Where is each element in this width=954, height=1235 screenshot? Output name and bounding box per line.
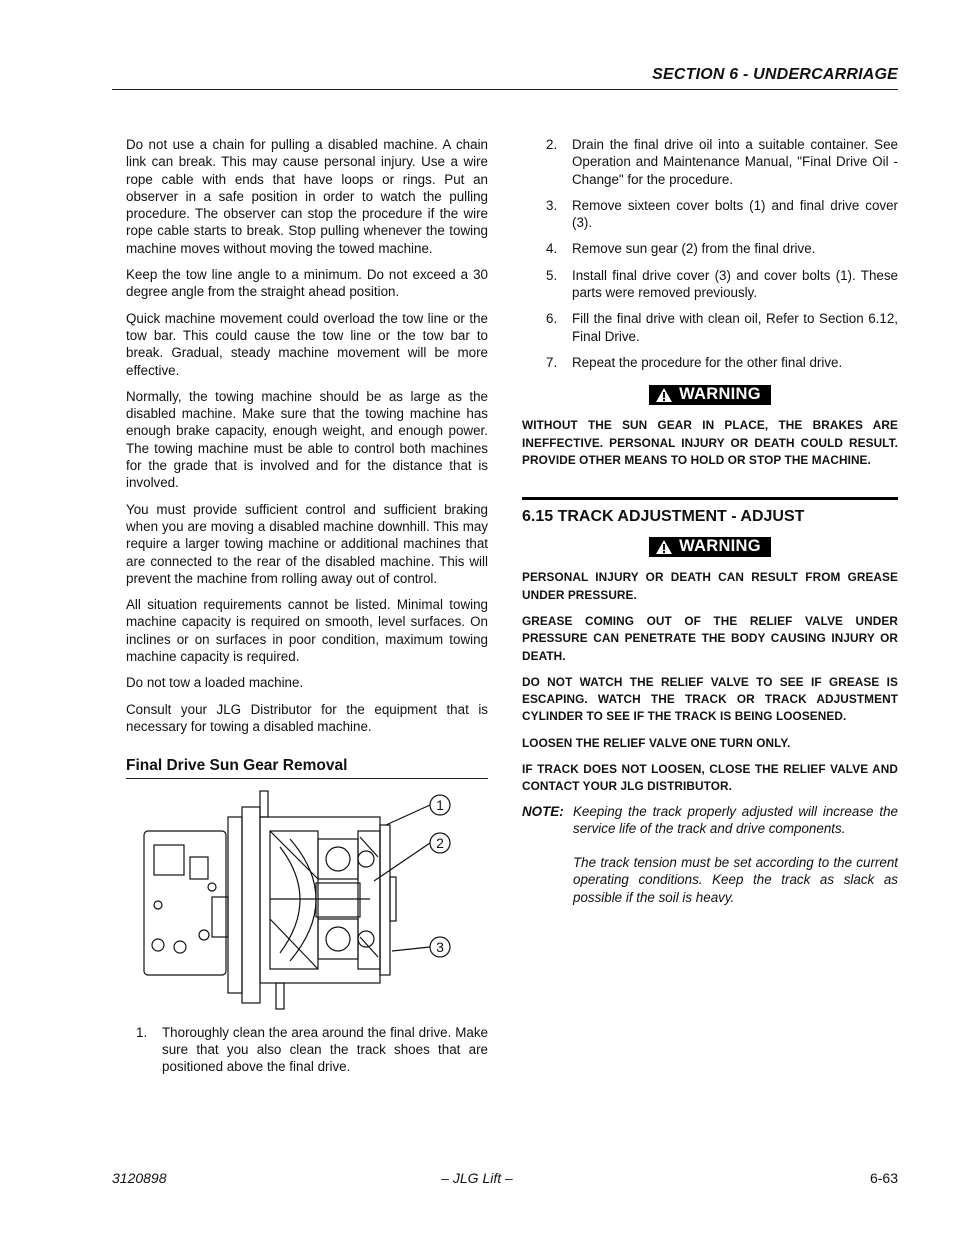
step-number: 4. xyxy=(546,241,558,257)
right-column xyxy=(522,136,898,923)
list-item xyxy=(546,310,898,345)
note-label: NOTE: xyxy=(522,803,564,819)
page-number: 6-63 xyxy=(869,1170,898,1186)
step-text: Fill the final drive with clean oil, Refer to Section 6.12, Final Drive. xyxy=(572,311,898,344)
step-number: 3. xyxy=(546,197,558,213)
callout-3: 3 xyxy=(436,938,444,955)
callout-1: 1 xyxy=(436,796,444,813)
warning-text: LOOSEN THE RELIEF VALVE ONE TURN ONLY. xyxy=(522,735,791,750)
footer-center: – JLG Lift – xyxy=(441,1170,513,1186)
paragraph: Keep the tow line angle to a minimum. Do not exceed a 30 degree angle from the straight ahead position. xyxy=(126,267,488,300)
note-block xyxy=(522,803,898,923)
warning-triangle-icon xyxy=(655,387,673,403)
subheading: Final Drive Sun Gear Removal xyxy=(126,757,488,778)
step-list xyxy=(136,1024,488,1076)
list-item xyxy=(546,267,898,302)
paragraph: Consult your JLG Distributor for the equipment that is necessary for towing a disabled machine. xyxy=(126,701,488,734)
final-drive-diagram xyxy=(120,787,480,1012)
warning-text: GREASE COMING OUT OF THE RELIEF VALVE UNDER PRESSURE CAN PENETRATE THE BODY CAUSING INJURY OR DEATH. xyxy=(522,613,898,663)
step-text: Install final drive cover (3) and cover bolts (1). These parts were removed previously. xyxy=(572,267,898,301)
note-text: Keeping the track properly adjusted will increase the service life of the track and drive components. xyxy=(573,803,898,836)
warning-label: WARNING xyxy=(679,537,761,556)
warning-text: IF TRACK DOES NOT LOOSEN, CLOSE THE RELIEF VALVE AND CONTACT YOUR JLG DISTRIBUTOR. xyxy=(522,762,898,794)
step-text: Drain the final drive oil into a suitable container. See Operation and Maintenance Manual, "Final Drive Oil - Change" for the procedure. xyxy=(572,137,898,187)
warning-text: WITHOUT THE SUN GEAR IN PLACE, THE BRAKES ARE INEFFECTIVE. PERSONAL INJURY OR DEATH COULD RESULT. PROVIDE OTHER MEANS TO HOLD OR STOP THE MACHINE. xyxy=(522,418,898,467)
list-item xyxy=(546,136,898,188)
warning-badge xyxy=(649,385,771,404)
paragraph: All situation requirements cannot be listed. Minimal towing machine capacity is required on smooth, level surfaces. On inclines or on surfaces in poor condition, maximum towing machine capacity is required. xyxy=(126,597,488,665)
left-column xyxy=(126,136,488,1085)
step-text: Remove sun gear (2) from the final drive. xyxy=(572,241,816,257)
warning-triangle-icon xyxy=(655,539,673,555)
list-item xyxy=(546,240,898,257)
step-text: Thoroughly clean the area around the final drive. Make sure that you also clean the track shoes that are positioned above the final drive. xyxy=(162,1024,488,1075)
section-header: SECTION 6 - UNDERCARRIAGE xyxy=(652,66,898,83)
step-text: Remove sixteen cover bolts (1) and final drive cover (3). xyxy=(572,197,898,231)
warning-text: DO NOT WATCH THE RELIEF VALVE TO SEE IF GREASE IS ESCAPING. WATCH THE TRACK OR TRACK ADJUSTMENT CYLINDER TO SEE IF THE TRACK IS BEING LOOSENED. xyxy=(522,674,898,724)
list-item xyxy=(546,197,898,232)
callout-2: 2 xyxy=(436,834,444,851)
paragraph: Normally, the towing machine should be as large as the disabled machine. Make sure that the towing machine has enough brake capacity, enough weight, and enough power. The towing machine must be able to control both machines for the grade that is involved and for the distance that is involved. xyxy=(126,388,488,491)
paragraph: You must provide sufficient control and sufficient braking when you are moving a disabled machine downhill. This may require a larger towing machine or additional machines that are connected to the rear of the disabled machine. This will prevent the machine from rolling away out of control. xyxy=(126,501,488,586)
step-number: 5. xyxy=(546,267,558,283)
paragraph: Do not use a chain for pulling a disabled machine. A chain link can break. This may cause personal injury. Use a wire rope cable with ends that have loops or rings. Put an observer in a safe position in order to watch the pulling procedure. The observer can stop the procedure if the wire rope cable starts to break. Stop pulling whenever the towing machine moves without moving the towed machine. xyxy=(126,137,488,256)
list-item xyxy=(136,1024,488,1076)
step-number: 7. xyxy=(546,354,558,370)
warning-badge xyxy=(649,537,771,556)
step-number: 6. xyxy=(546,311,558,327)
step-number: 1. xyxy=(136,1024,148,1040)
step-number: 2. xyxy=(546,137,558,152)
header-rule xyxy=(112,89,898,90)
section-heading: 6.15 TRACK ADJUSTMENT - ADJUST xyxy=(522,497,898,525)
warning-label: WARNING xyxy=(679,385,761,404)
step-text: Repeat the procedure for the other final drive. xyxy=(572,354,843,370)
warning-text: PERSONAL INJURY OR DEATH CAN RESULT FROM GREASE UNDER PRESSURE. xyxy=(522,570,898,602)
step-list xyxy=(546,136,898,371)
list-item xyxy=(546,354,898,371)
doc-number: 3120898 xyxy=(112,1170,167,1186)
note-text: The track tension must be set according to the current operating conditions. Keep the track as slack as possible if the soil is heavy. xyxy=(573,855,898,905)
paragraph: Quick machine movement could overload the tow line or the tow bar. This could cause the tow line or the tow bar to break. Gradual, steady machine movement will be more effective. xyxy=(126,310,488,378)
paragraph: Do not tow a loaded machine. xyxy=(126,675,304,691)
